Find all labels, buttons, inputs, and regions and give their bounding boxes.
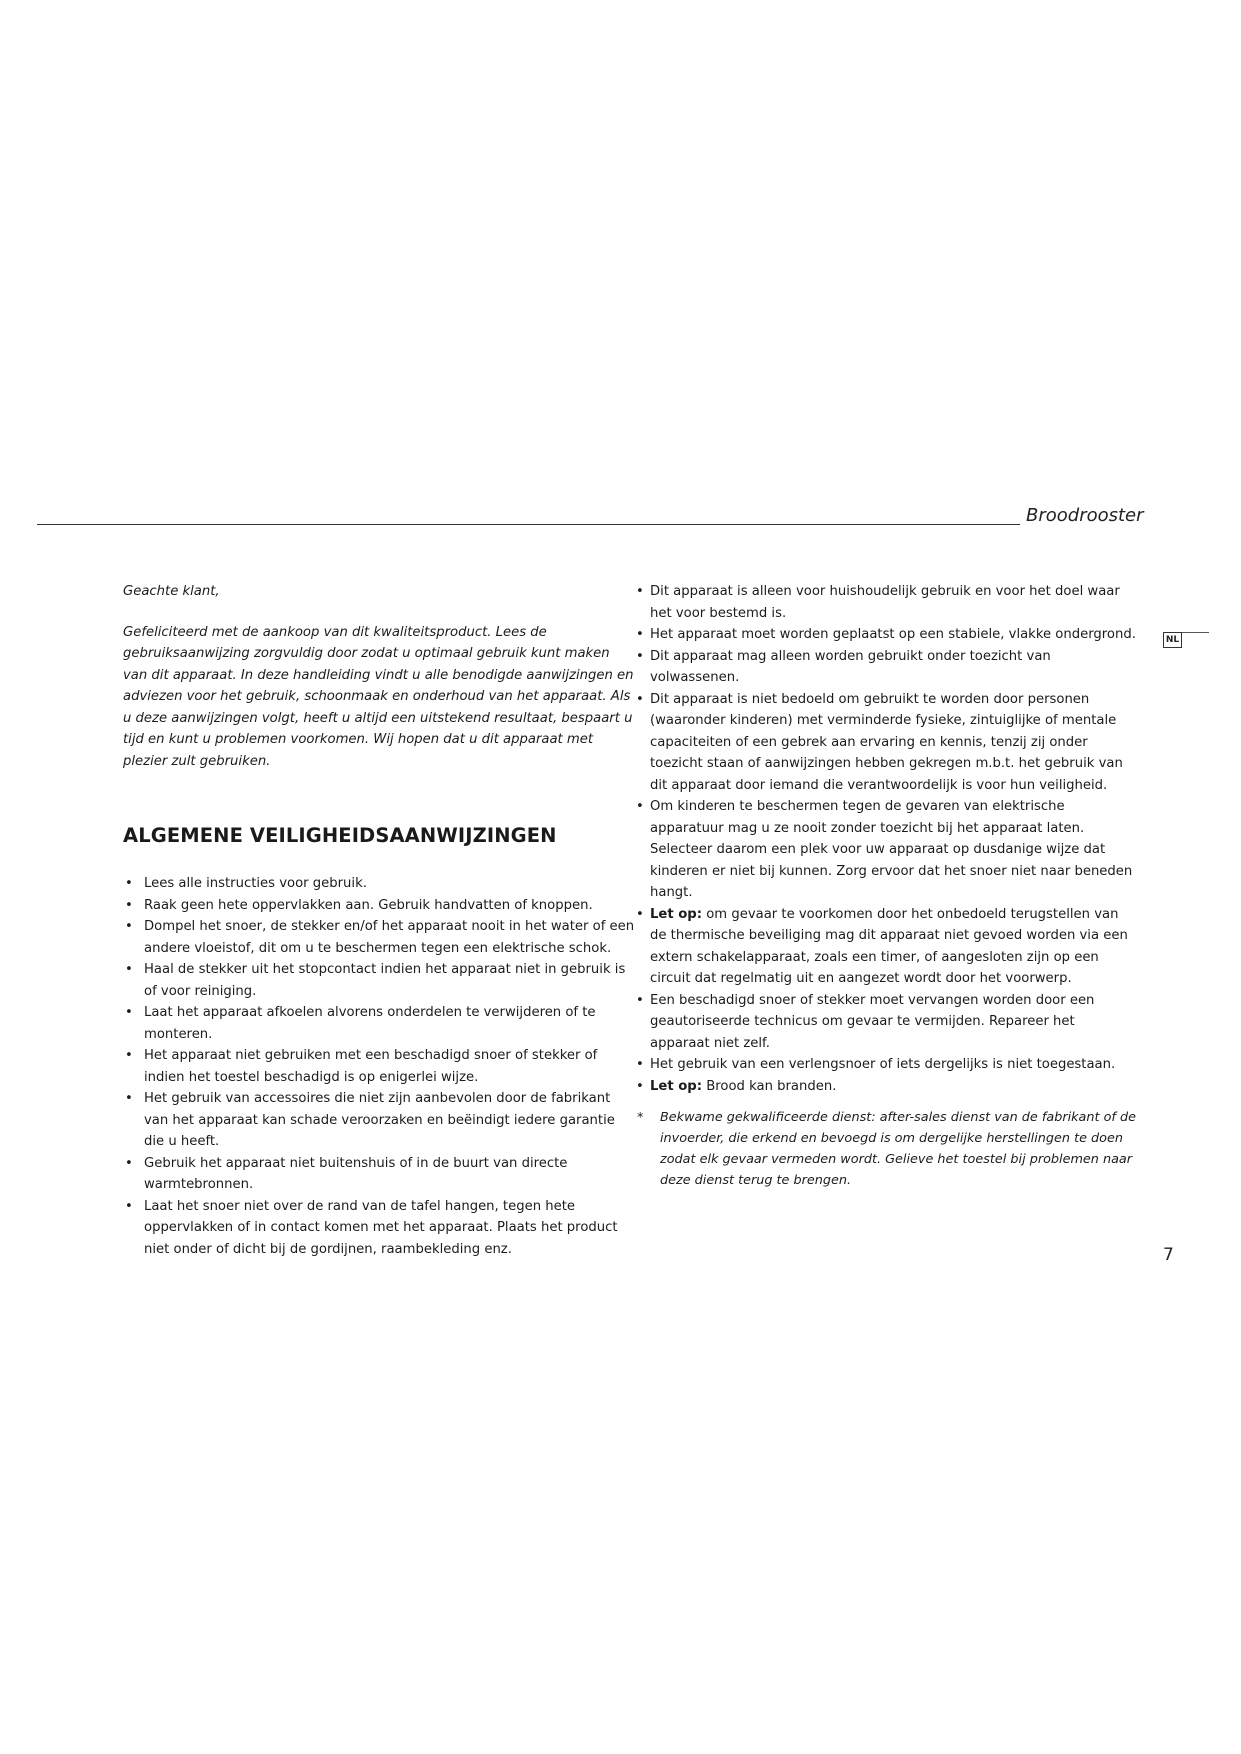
list-item (636, 624, 1136, 646)
right-column (636, 581, 1136, 1191)
list-item (636, 689, 1136, 797)
list-item (636, 581, 1136, 624)
list-item-text: Om kinderen te beschermen tegen de gevaren van elektrische apparatuur mag u ze nooit zonder toezicht bij het apparaat laten. Selecteer daarom een plek voor uw apparaat op dusdanige wijze dat kinderen er niet bij kunnen. Zorg ervoor dat het snoer niet naar beneden hangt. (650, 799, 1133, 900)
safety-list-left (123, 873, 638, 1260)
page-number: 7 (1163, 1245, 1174, 1265)
list-item-text: Het gebruik van een verlengsnoer of iets dergelijks is niet toegestaan. (650, 1057, 1116, 1072)
footnote-text: Bekwame gekwalificeerde dienst: after-sales dienst van de fabrikant of de invoerder, die erkend en bevoegd is om dergelijke herstellingen te doen zodat elk gevaar vermeden wordt. Gelieve het toestel bij problemen naar deze dienst terug te brengen. (660, 1110, 1136, 1188)
list-item-text: Dit apparaat is niet bedoeld om gebruikt te worden door personen (waaronder kinderen) met verminderde fysieke, zintuiglijke of mentale capaciteiten of een gebrek aan ervaring en kennis, tenzij zij onder toezicht staan of aanwijzingen hebben gekregen m.b.t. het gebruik van dit apparaat door iemand die verantwoordelijk is voor hun veiligheid. (650, 691, 1123, 793)
list-item-text: Een beschadigd snoer of stekker moet vervangen worden door een geautoriseerde technicus om gevaar te vermijden. Repareer het apparaat niet zelf. (650, 992, 1095, 1051)
page-header-title: Broodrooster (1026, 505, 1144, 526)
list-item: • Haal de stekker uit het stopcontact indien het apparaat niet in gebruik is of voor reiniging. (123, 959, 638, 1002)
list-item: • Lees alle instructies voor gebruik. (123, 873, 638, 895)
list-item (636, 796, 1136, 904)
list-item (636, 646, 1136, 689)
list-item-text: om gevaar te voorkomen door het onbedoeld terugstellen van de thermische beveiliging mag dit apparaat niet gevoed worden via een extern schakelapparaat, zoals een timer, of aangesloten zijn op een circuit dat regelmatig uit en aangezet wordt door het voorwerp. (650, 906, 1128, 986)
header-rule (37, 524, 1020, 525)
footnote (636, 1107, 1136, 1191)
list-item: • Gebruik het apparaat niet buitenshuis of in de buurt van directe warmtebronnen. (123, 1153, 638, 1196)
list-item (636, 904, 1136, 990)
list-item-lead: Let op: (650, 1078, 703, 1094)
intro-paragraph: Gefeliciteerd met de aankoop van dit kwaliteitsproduct. Lees de gebruiksaanwijzing zorgvuldig door zodat u optimaal gebruik kunt maken van dit apparaat. In deze handleiding vindt u alle benodigde aanwijzingen en adviezen voor het gebruik, schoonmaak en onderhoud van het apparaat. Als u deze aanwijzingen volgt, heeft u altijd een uitstekend resultaat, bespaart u tijd en kunt u problemen voorkomen. Wij hopen dat u dit apparaat met plezier zult gebruiken. (123, 624, 634, 769)
salutation: Geachte klant, (123, 584, 220, 599)
list-item-text: Het apparaat moet worden geplaatst op een stabiele, vlakke ondergrond. (650, 627, 1136, 642)
list-item (636, 1054, 1136, 1076)
language-tab-badge: NL (1163, 632, 1182, 648)
footnote-mark: * (637, 1110, 644, 1125)
list-item-text: Dit apparaat mag alleen worden gebruikt onder toezicht van volwassenen. (650, 648, 1051, 685)
list-item: • Laat het snoer niet over de rand van de tafel hangen, tegen hete oppervlakken of in contact komen met het apparaat. Plaats het product niet onder of dicht bij de gordijnen, raambekleding enz. (123, 1196, 638, 1261)
list-item: • Dompel het snoer, de stekker en/of het apparaat nooit in het water of een andere vloeistof, dit om u te beschermen tegen een elektrische schok. (123, 916, 638, 959)
list-item-text: Brood kan branden. (702, 1078, 837, 1094)
list-item: • Het gebruik van accessoires die niet zijn aanbevolen door de fabrikant van het apparaat kan schade veroorzaken en beëindigt iedere garantie die u heeft. (123, 1088, 638, 1153)
list-item: • Het apparaat niet gebruiken met een beschadigd snoer of stekker of indien het toestel beschadigd is op enigerlei wijze. (123, 1045, 638, 1088)
left-column (123, 581, 638, 1260)
list-item (636, 1076, 1136, 1098)
safety-list-right (636, 581, 1136, 1097)
list-item (636, 990, 1136, 1055)
list-item-lead: Let op: (650, 906, 703, 922)
list-item-text: Dit apparaat is alleen voor huishoudelijk gebruik en voor het doel waar het voor bestemd is. (650, 584, 1120, 621)
list-item: • Raak geen hete oppervlakken aan. Gebruik handvatten of knoppen. (123, 895, 638, 917)
list-item: • Laat het apparaat afkoelen alvorens onderdelen te verwijderen of te monteren. (123, 1002, 638, 1045)
section-title: ALGEMENE VEILIGHEIDSAANWIJZINGEN (123, 824, 557, 847)
